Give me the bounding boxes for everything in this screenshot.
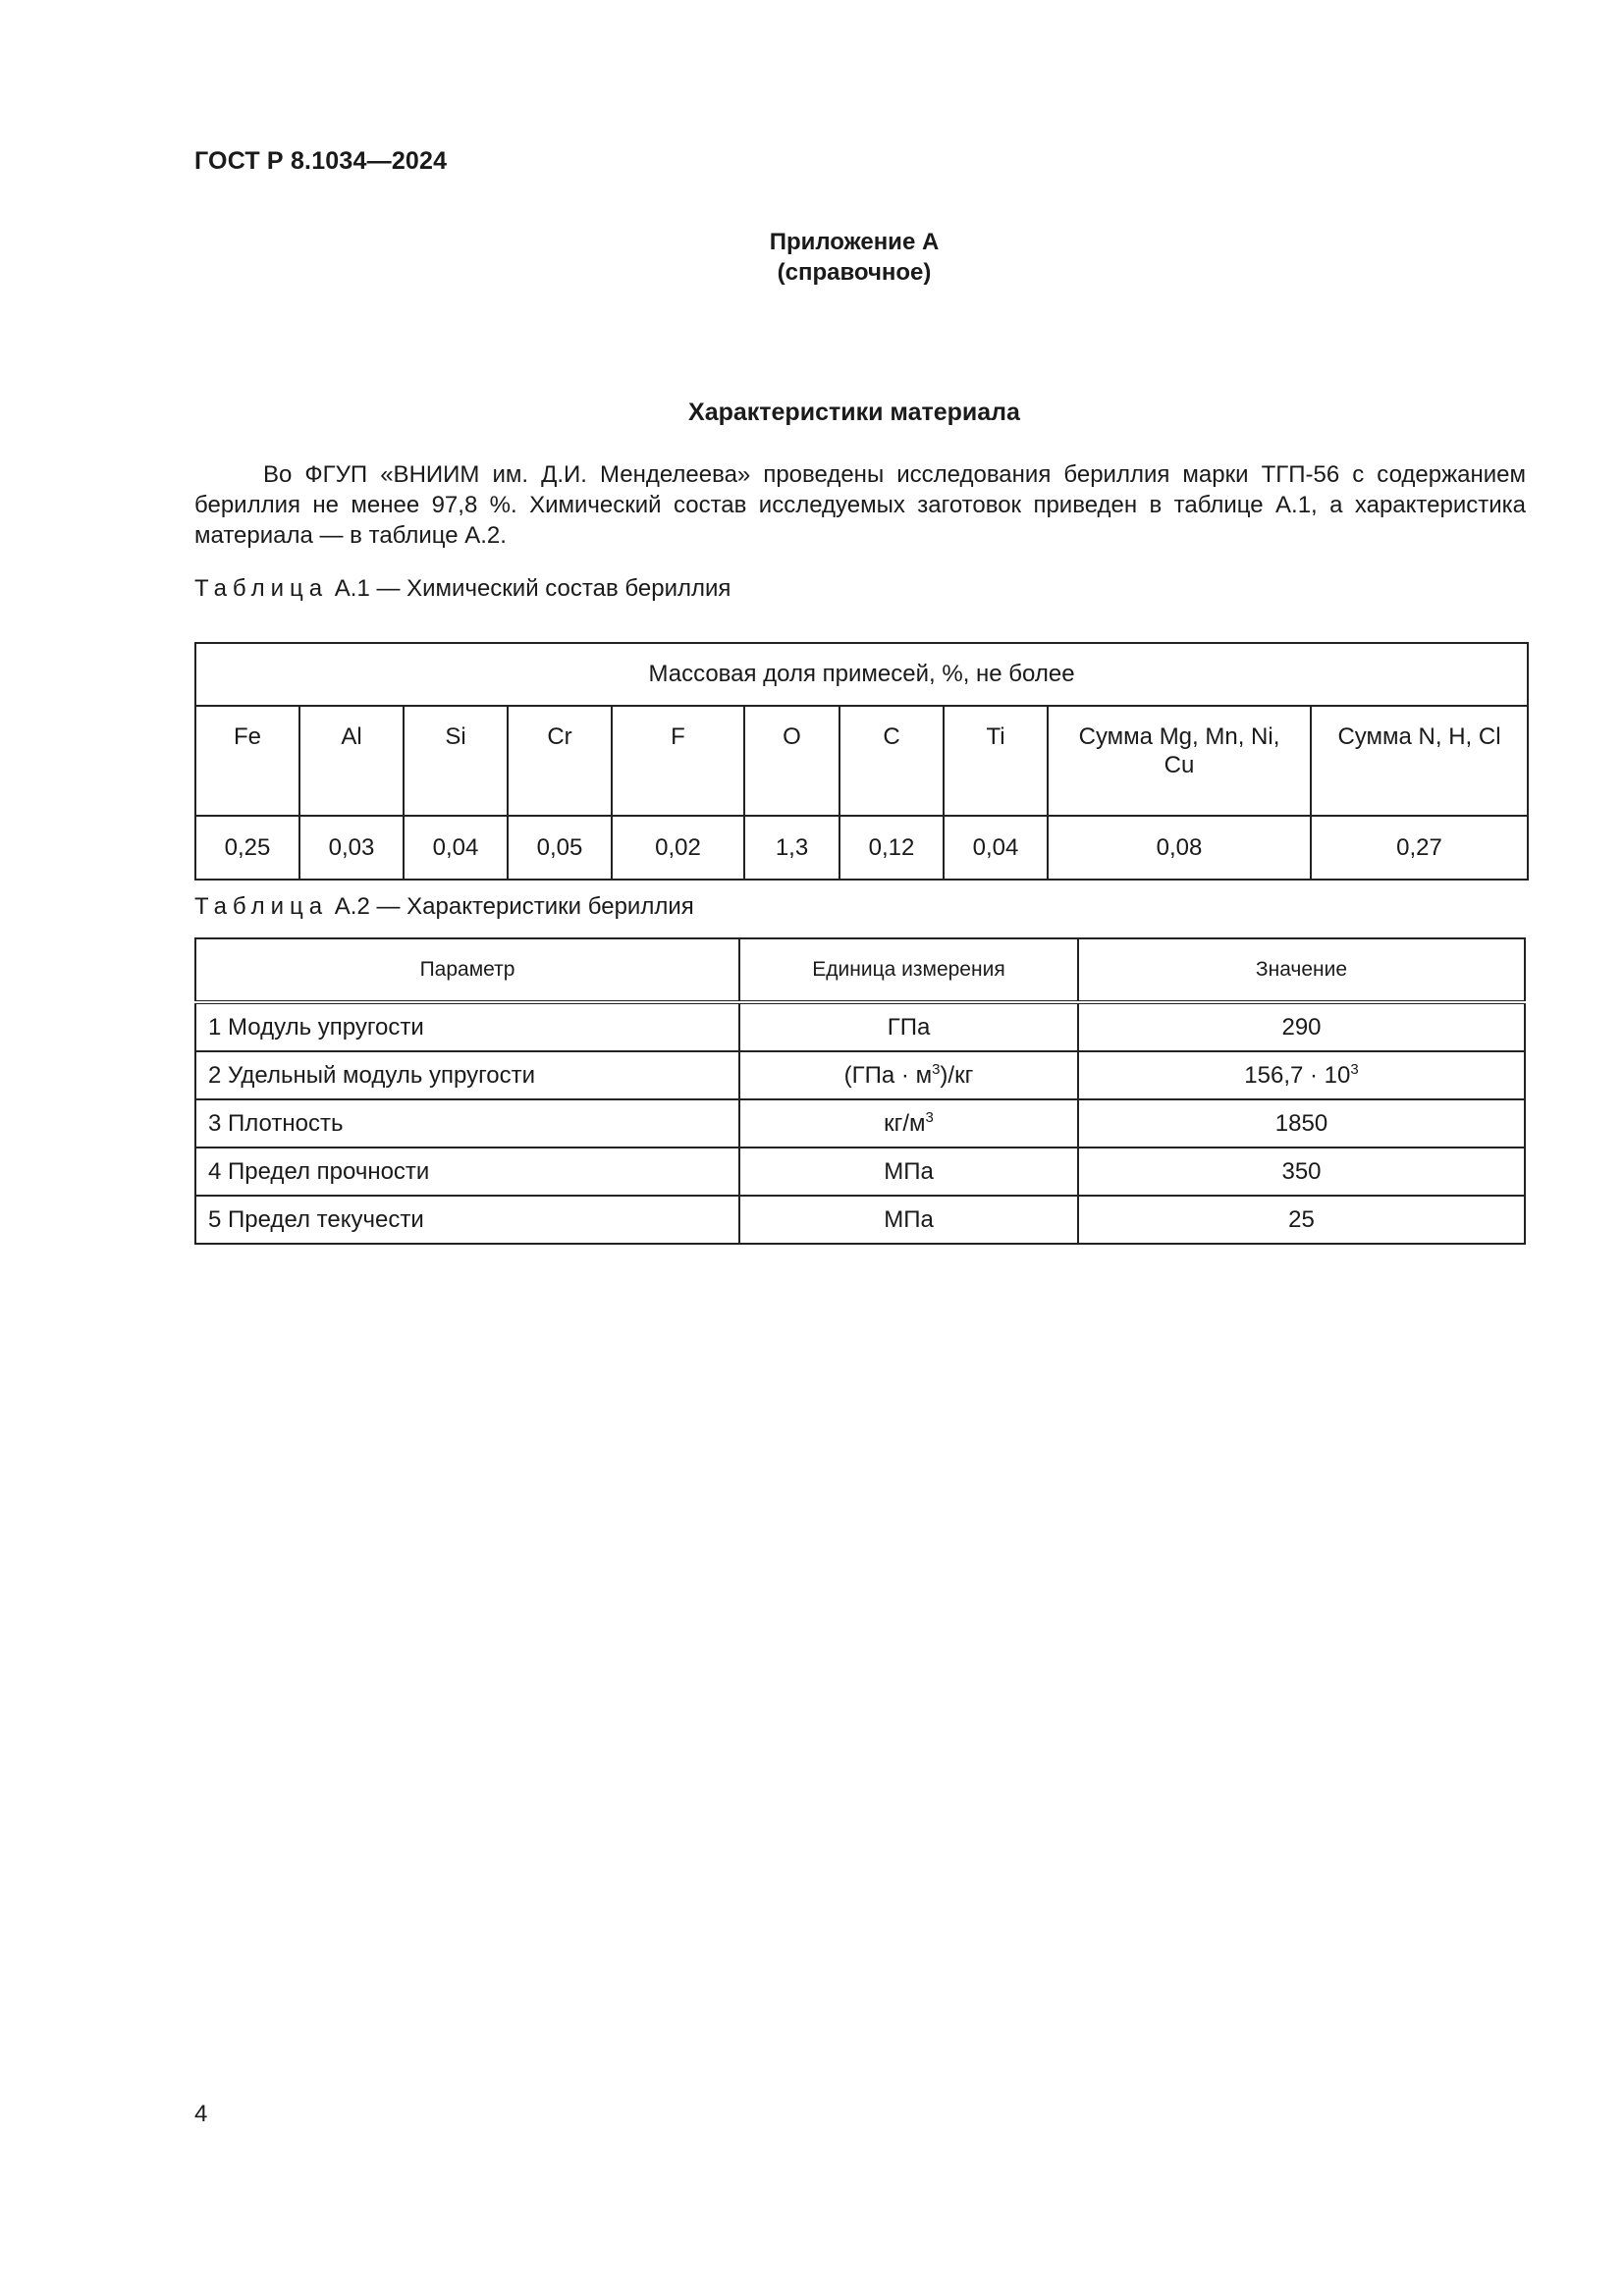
value-cell: 0,04 [944,816,1048,880]
table-a1-caption-text: А.1 — Химический состав бериллия [328,575,731,602]
element-cell: Al [299,706,404,816]
parameter-cell: 3 Плотность [195,1099,739,1148]
table-a1 [194,642,1529,881]
table-a2-caption [194,893,694,921]
value-cell: $156,7 \cdot 10^3$ [1078,1051,1525,1099]
value-cell: 290 [1078,1002,1525,1051]
value-cell: 0,27 [1311,816,1528,880]
column-header-value: Значение [1078,938,1525,1002]
value-cell: 0,04 [404,816,508,880]
unit-cell: ГПа [739,1002,1078,1051]
parameter-cell: 2 Удельный модуль упругости [195,1051,739,1099]
table-row [195,1051,1525,1099]
table-a1-header: Массовая доля примесей, %, не более [195,643,1528,706]
value-cell: 1850 [1078,1099,1525,1148]
table-a2-caption-word: Таблица [194,893,329,920]
parameter-cell: 4 Предел прочности [195,1148,739,1196]
element-cell: Сумма N, H, Cl [1311,706,1528,816]
page-number: 4 [194,2101,208,2127]
parameter-cell: 5 Предел текучести [195,1196,739,1244]
unit-cell: МПа [739,1196,1078,1244]
unit-cell: $кг/м^3$ [739,1099,1078,1148]
annex-type: (справочное) [777,259,932,286]
unit-cell: $(ГПа \cdot м^3)/кг$ [739,1051,1078,1099]
element-cell: Ti [944,706,1048,816]
intro-text: Во ФГУП «ВНИИМ им. Д.И. Менделеева» проведены исследования бериллия марки ТГП-56 с содержанием бериллия не менее 97,8 %. Химический состав исследуемых заготовок приведен в таблице А.1, а характеристика материала — в таблице А.2. [194,461,1526,549]
column-header-parameter: Параметр [195,938,739,1002]
table-a1-value-row [195,816,1528,880]
element-cell: F [612,706,744,816]
table-a2-caption-text: А.2 — Характеристики бериллия [328,893,694,920]
value-cell: 0,03 [299,816,404,880]
table-a1-caption [194,575,731,603]
parameter-cell: 1 Модуль упругости [195,1002,739,1051]
value-cell: 1,3 [744,816,839,880]
intro-paragraph [194,459,1526,551]
element-cell: Si [404,706,508,816]
value-cell: 0,25 [195,816,299,880]
element-cell: Cr [508,706,612,816]
section-title: Характеристики материала [688,399,1020,426]
table-row [195,1148,1525,1196]
element-cell: Сумма Mg, Mn, Ni, Cu [1048,706,1311,816]
value-cell: 0,02 [612,816,744,880]
doc-code: ГОСТ Р 8.1034—2024 [194,147,448,175]
table-a1-caption-word: Таблица [194,575,329,602]
table-row [195,1196,1525,1244]
table-a1-element-row [195,706,1528,816]
value-cell: 350 [1078,1148,1525,1196]
value-cell: 0,05 [508,816,612,880]
element-cell: O [744,706,839,816]
table-a2-header-row [195,938,1525,1002]
value-cell: 0,08 [1048,816,1311,880]
table-a2 [194,937,1526,1245]
element-cell: Fe [195,706,299,816]
column-header-unit: Единица измерения [739,938,1078,1002]
annex-title: Приложение А [769,229,940,255]
element-cell: C [839,706,944,816]
table-row [195,1002,1525,1051]
value-cell: 0,12 [839,816,944,880]
table-row [195,1099,1525,1148]
value-cell: 25 [1078,1196,1525,1244]
unit-cell: МПа [739,1148,1078,1196]
